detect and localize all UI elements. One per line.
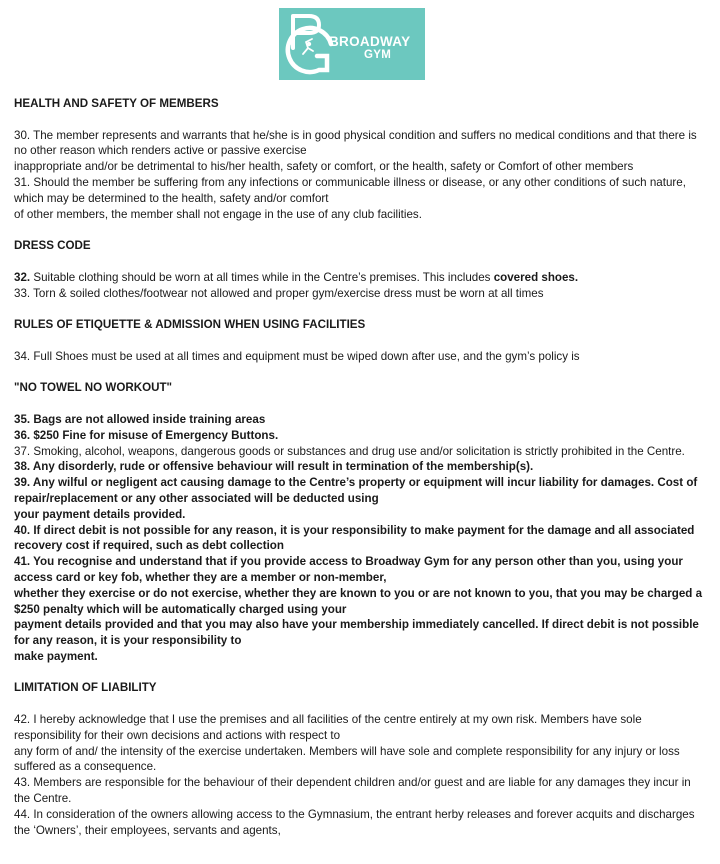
clause-30: 30. The member represents and warrants that he/she is in good physical condition and suffers no medical conditions and that there is no other reason which renders active or passive exercise <box>14 128 697 158</box>
clause-41: 41. You recognise and understand that if you provide access to Broadway Gym for any person other than you, using your access card or key fob, whether they are a member or non-member, <box>14 555 683 584</box>
clause-36: 36. $250 Fine for misuse of Emergency Buttons. <box>14 428 279 442</box>
clause-44: 44. In consideration of the owners allowing access to the Gymnasium, the entrant herby releases and forever acquits and discharges the ‘Owners’, their employees, servants and agents, <box>14 807 695 837</box>
towel-policy-slogan: "NO TOWEL NO WORKOUT" <box>14 381 173 395</box>
clause-35: 35. Bags are not allowed inside training areas <box>14 412 266 426</box>
clause-34: 34. Full Shoes must be used at all times and equipment must be wiped down after use, and the gym’s policy is <box>14 349 580 363</box>
broadway-gym-logo <box>279 8 425 80</box>
clause-37: 37. Smoking, alcohol, weapons, dangerous goods or substances and drug use and/or solicitation is strictly prohibited in the Centre. <box>14 444 685 458</box>
section-heading-health-safety: HEALTH AND SAFETY OF MEMBERS <box>14 97 219 110</box>
section-heading-dress-code: DRESS CODE <box>14 239 91 253</box>
clause-39: 39. Any wilful or negligent act causing damage to the Centre’s property or equipment will incur liability for damages. Cost of repair/replacement or any other associated will be deducted using <box>14 476 698 505</box>
clause-32-text: Suitable clothing should be worn at all times while in the Centre’s premises. This includes <box>30 270 494 284</box>
clause-38: 38. Any disorderly, rude or offensive behaviour will result in termination of the membership(s). <box>14 460 534 474</box>
clause-41-cont-1: whether they exercise or do not exercise, whether they are known to you or are not known to you, that you may be charged a $250 penalty which will be automatically charged using your <box>14 586 703 616</box>
terms-document <box>14 96 704 838</box>
clause-41-cont-2: payment details provided and that you may also have your membership immediately cancelled. If direct debit is not possible for any reason, it is your responsibility to <box>14 618 699 648</box>
section-heading-etiquette: RULES OF ETIQUETTE & ADMISSION WHEN USING FACILITIES <box>14 318 366 332</box>
section-heading-liability: LIMITATION OF LIABILITY <box>14 681 157 695</box>
logo-text-line2: GYM <box>364 49 392 61</box>
clause-31-cont: of other members, the member shall not engage in the use of any club facilities. <box>14 207 422 221</box>
clause-31: 31. Should the member be suffering from any infections or communicable illness or disease, or any other conditions of such nature, which may be determined to the health, safety and/or comfort <box>14 175 686 205</box>
clause-33: 33. Torn & soiled clothes/footwear not allowed and proper gym/exercise dress must be worn at all times <box>14 286 544 300</box>
clause-32-emphasis: covered shoes. <box>493 270 579 284</box>
clause-30-cont: inappropriate and/or be detrimental to his/her health, safety or comfort, or the health, safety or Comfort of other members <box>14 160 634 174</box>
clause-42-cont: any form of and/ the intensity of the exercise undertaken. Members will have sole and complete responsibility for any injury or loss suffered as a consequence. <box>14 744 680 774</box>
clause-39-cont: your payment details provided. <box>14 507 186 521</box>
clause-40: 40. If direct debit is not possible for any reason, it is your responsibility to make payment for the damage and all associated recovery cost if required, such as debt collection <box>14 523 695 553</box>
clause-43: 43. Members are responsible for the behaviour of their dependent children and/or guest and are liable for any damages they incur in the Centre. <box>14 776 691 806</box>
clause-42: 42. I hereby acknowledge that I use the premises and all facilities of the centre entirely at my own risk. Members have sole responsibility for their own decisions and actions with respect to <box>14 713 642 742</box>
logo-text-line1: BROADWAY <box>329 34 411 49</box>
clause-41-cont-3: make payment. <box>14 649 98 663</box>
clause-32-number: 32. <box>14 270 31 284</box>
clause-32 <box>14 270 704 286</box>
